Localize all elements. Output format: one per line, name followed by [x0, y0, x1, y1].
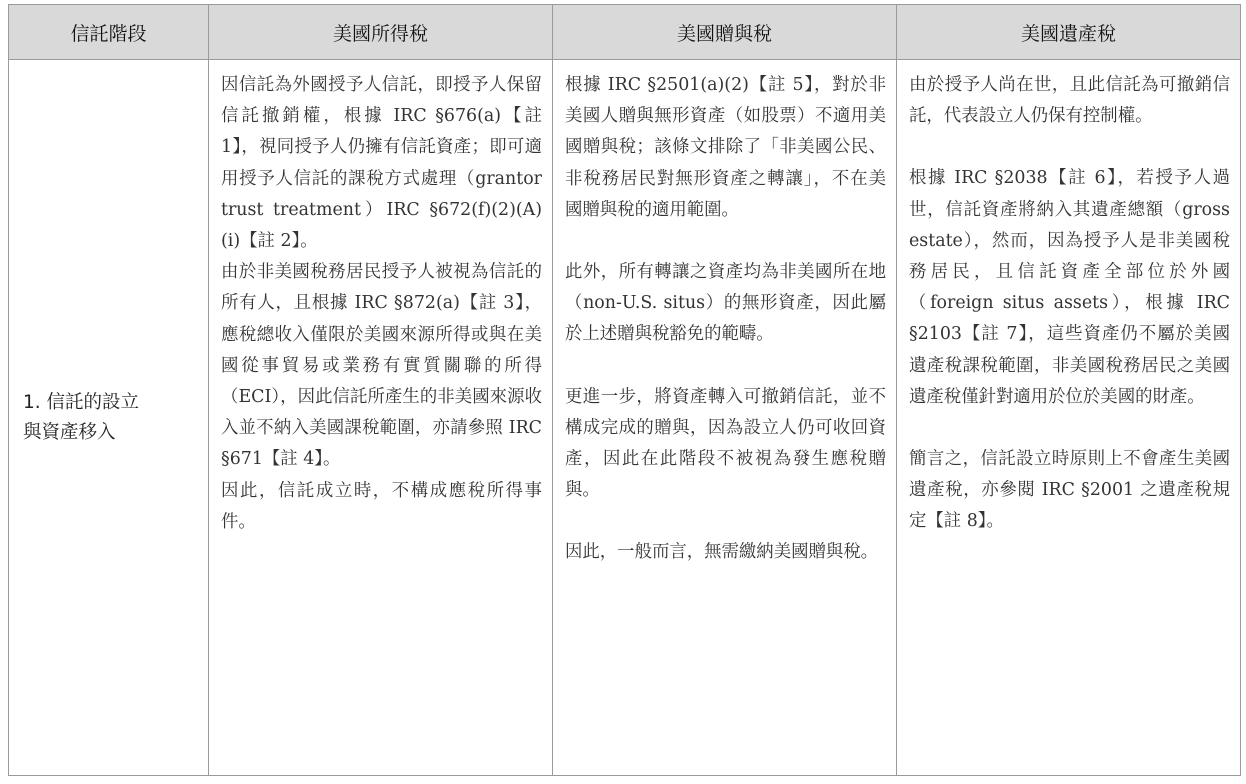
gift-tax-paragraph: 更進一步，將資產轉入可撤銷信託，並不構成完成的贈與，因為設立人仍可收回資產，因此在此階段不被視為發生應稅贈與。 [565, 386, 886, 501]
estate-tax-paragraph: 簡言之，信託設立時原則上不會產生美國遺產稅，亦參閱 IRC §2001 之遺產稅規定【註 8】。 [909, 449, 1230, 532]
income-tax-cell [209, 60, 553, 776]
estate-tax-paragraph: 根據 IRC §2038【註 6】，若授予人過世，信託資產將納入其遺產總額（gross estate），然而，因為授予人是非美國稅務居民，且信託資產全部位於外國（foreign situs assets），根據 IRC §2103【註 7】，這些資產仍不屬於美國遺產稅課稅範圍，非美國稅務居民之美國遺產稅僅針對適用於位於美國的財產。 [909, 168, 1230, 407]
header-income-tax: 美國所得稅 [209, 5, 553, 60]
stage-label-line-2: 與資產移入 [23, 421, 116, 443]
income-tax-paragraph: 因信託為外國授予人信託，即授予人保留信託撤銷權，根據 IRC §676(a)【註 1】，視同授予人仍擁有信託資產；即可適用授予人信託的課稅方式處理（grantor trust treatment）IRC §672(f)(2)(A)(i)【註 2】。 [221, 75, 542, 252]
stage-label-line-1: 1. 信託的設立 [23, 391, 140, 413]
gift-tax-paragraph: 此外，所有轉讓之資產均為非美國所在地（non-U.S. situs）的無形資產，因此屬於上述贈與稅豁免的範疇。 [565, 262, 886, 345]
estate-tax-paragraph: 由於授予人尚在世，且此信託為可撤銷信託，代表設立人仍保有控制權。 [909, 75, 1230, 127]
income-tax-paragraph: 因此，信託成立時，不構成應稅所得事件。 [221, 480, 542, 532]
header-gift-tax: 美國贈與稅 [553, 5, 897, 60]
table-header-row [9, 5, 1241, 60]
table-row [9, 60, 1241, 776]
header-estate-tax: 美國遺產稅 [897, 5, 1241, 60]
trust-tax-comparison-table [8, 4, 1241, 776]
header-trust-stage: 信託階段 [9, 5, 209, 60]
gift-tax-paragraph: 因此，一般而言，無需繳納美國贈與稅。 [565, 542, 879, 563]
gift-tax-paragraph: 根據 IRC §2501(a)(2)【註 5】，對於非美國人贈與無形資產（如股票）不適用美國贈與稅；該條文排除了「非美國公民、非稅務居民對無形資產之轉讓」，不在美國贈與稅的適用範圍。 [565, 75, 886, 220]
income-tax-paragraph: 由於非美國稅務居民授予人被視為信託的所有人，且根據 IRC §872(a)【註 3】，應稅總收入僅限於美國來源所得或與在美國從事貿易或業務有實質關聯的所得（ECI），因此信託所產生的非美國來源收入並不納入美國課稅範圍，亦請參照 IRC §671【註 4】。 [221, 262, 542, 470]
stage-cell [9, 60, 209, 776]
gift-tax-cell [553, 60, 897, 776]
estate-tax-cell [897, 60, 1241, 776]
